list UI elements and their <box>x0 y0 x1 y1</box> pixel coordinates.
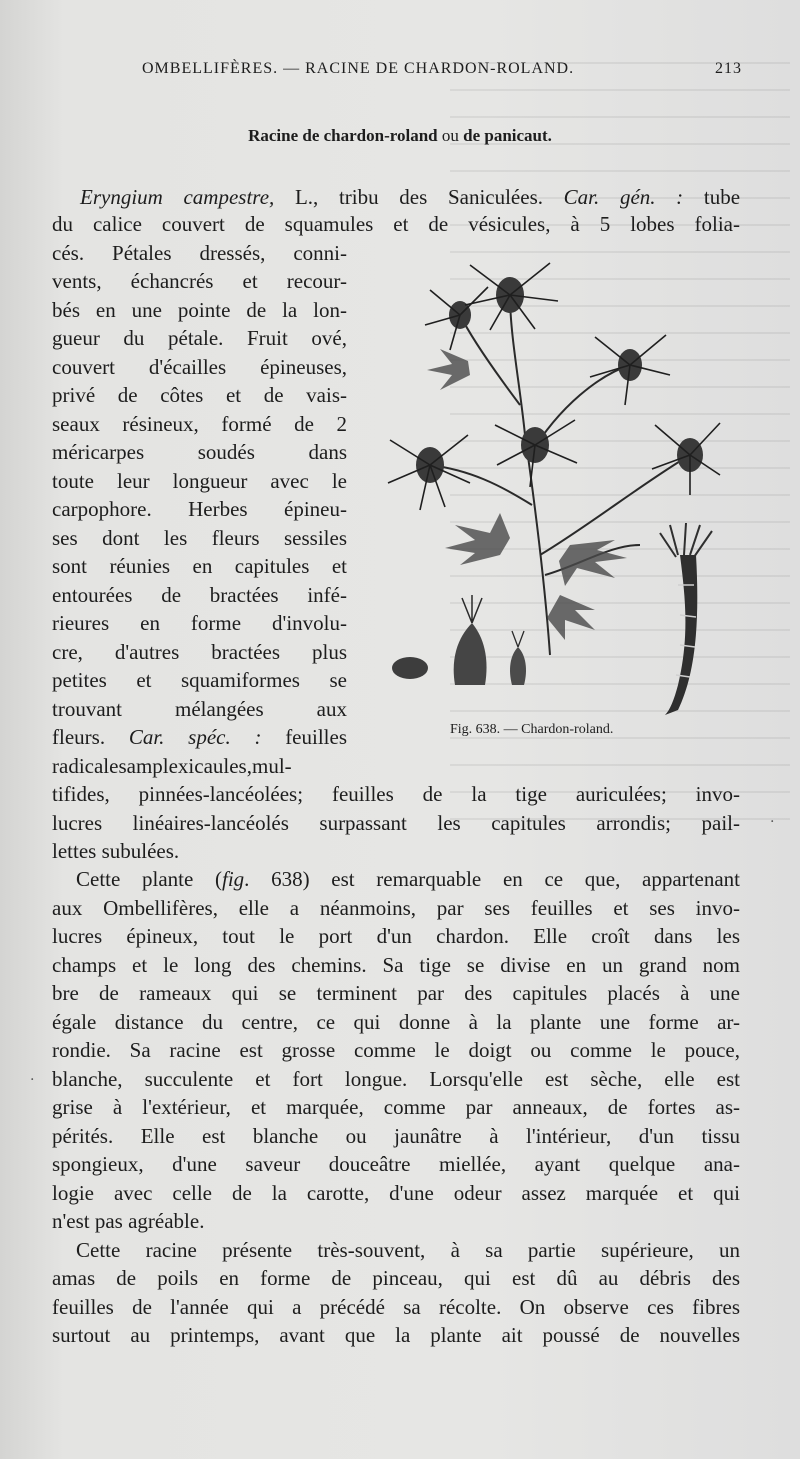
text-line: aux Ombellifères, elle a néanmoins, par ses feuilles et ses invo- <box>52 896 740 920</box>
text-line: rieures en forme d'involu- <box>52 611 347 635</box>
text-line: surtout au printemps, avant que la plante ait poussé de nouvelles <box>52 1323 740 1347</box>
text-line: fleurs. Car. spéc. : feuilles <box>52 725 347 749</box>
text-line: bés en une pointe de la lon- <box>52 298 347 322</box>
text-line: du calice couvert de squamules et de vésicules, à 5 lobes folia- <box>52 212 740 236</box>
text-line: tifides, pinnées-lancéolées; feuilles de la tige auriculées; invo- <box>52 782 740 806</box>
text-line: petites et squamiformes se <box>52 668 347 692</box>
text-line: lucres linéaires-lancéolés surpassant les capitules arrondis; pail- <box>52 811 740 835</box>
bract-detail <box>510 631 526 685</box>
thistle-illustration <box>360 255 750 725</box>
text-line: carpophore. Herbes épineu- <box>52 497 347 521</box>
text-line: seaux résineux, formé de 2 <box>52 412 347 436</box>
text-line: entourées de bractées infé- <box>52 583 347 607</box>
text-line: champs et le long des chemins. Sa tige se divise en un grand nom <box>52 953 740 977</box>
text-line: trouvant mélangées aux <box>52 697 347 721</box>
text-line: Cette racine présente très-souvent, à sa partie supérieure, un <box>76 1238 740 1262</box>
text-line: blanche, succulente et fort longue. Lorsqu'elle est sèche, elle est <box>52 1067 740 1091</box>
text-line: pérités. Elle est blanche ou jaunâtre à l'intérieur, d'un tissu <box>52 1124 740 1148</box>
page-number: 213 <box>715 60 742 77</box>
text-line: gueur du pétale. Fruit ové, <box>52 326 347 350</box>
text-line: spongieux, d'une saveur douceâtre miellée, ayant quelque ana- <box>52 1152 740 1176</box>
text-line: Eryngium campestre, L., tribu des Saniculées. Car. gén. : tube <box>80 185 741 209</box>
text-line: couvert d'écailles épineuses, <box>52 355 347 379</box>
text-line: bre de rameaux qui se terminent par des capitules placés à une <box>52 981 740 1005</box>
text-line: radicalesamplexicaules,mul- <box>52 754 292 778</box>
text-line: toute leur longueur avec le <box>52 469 347 493</box>
text-line: ses dont les fleurs sessiles <box>52 526 347 550</box>
text-line: cés. Pétales dressés, conni- <box>52 241 347 265</box>
text-line: égale distance du centre, ce qui donne à la plante une forme ar- <box>52 1010 740 1034</box>
text-line: lucres épineux, tout le port d'un chardon. Elle croît dans les <box>52 924 740 948</box>
running-head <box>142 60 742 78</box>
text-line: méricarpes soudés dans <box>52 440 347 464</box>
text-line: feuilles de l'année qui a précédé sa récolte. On observe ces fibres <box>52 1295 740 1319</box>
text-line: cre, d'autres bractées plus <box>52 640 347 664</box>
figure-caption: Fig. 638. — Chardon-roland. <box>450 722 614 737</box>
title-or: ou <box>441 126 459 145</box>
text-line: n'est pas agréable. <box>52 1209 205 1233</box>
text-line: Cette plante (fig. 638) est remarquable en ce que, appartenant <box>76 867 740 891</box>
plant-engraving <box>360 255 750 725</box>
title-alt: de panicaut. <box>463 126 552 145</box>
text-line: amas de poils en forme de pinceau, qui est dû au débris des <box>52 1266 740 1290</box>
text-line: sont réunies en capitules et <box>52 554 347 578</box>
text-line: logie avec celle de la carotte, d'une odeur assez marquée et qui <box>52 1181 740 1205</box>
fruit-detail <box>392 657 428 679</box>
section-title <box>160 126 640 146</box>
title-main: Racine de chardon-roland <box>248 126 438 145</box>
text-line: grise à l'extérieur, et marquée, comme par anneaux, de fortes as- <box>52 1095 740 1119</box>
running-title: OMBELLIFÈRES. — RACINE DE CHARDON-ROLAND. <box>142 60 575 77</box>
text-line: lettes subulées. <box>52 839 180 863</box>
text-line: privé de côtes et de vais- <box>52 383 347 407</box>
margin-dot: . <box>30 1068 35 1084</box>
text-line: rondie. Sa racine est grosse comme le doigt ou comme le pouce, <box>52 1038 740 1062</box>
floret-detail <box>454 595 487 685</box>
text-line: vents, échancrés et recour- <box>52 269 347 293</box>
margin-dot: . <box>770 810 775 826</box>
